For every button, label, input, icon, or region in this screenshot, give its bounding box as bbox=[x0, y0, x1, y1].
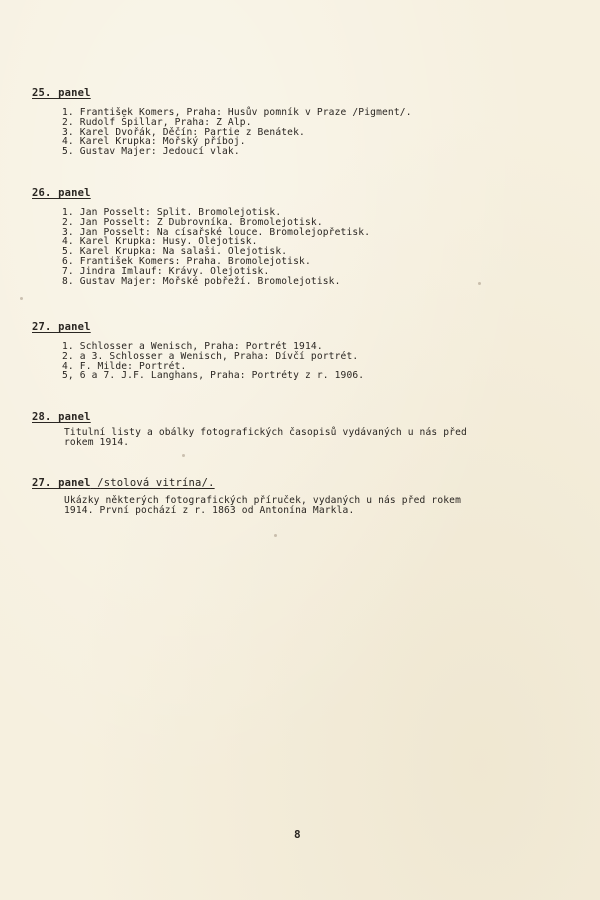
section-heading bbox=[32, 476, 552, 490]
section-panel-28 bbox=[32, 410, 552, 424]
paper-speck bbox=[478, 282, 481, 285]
list-item: 3. Karel Dvořák, Děčín: Partie z Benátek. bbox=[62, 126, 305, 138]
list-item: 7. Jindra Imlauf: Krávy. Olejotisk. bbox=[62, 265, 270, 277]
panel-25-list bbox=[62, 108, 412, 157]
section-heading: 28. panel bbox=[32, 411, 91, 423]
section-panel-25 bbox=[32, 86, 552, 100]
section-panel-26 bbox=[32, 186, 552, 200]
list-item: 5, 6 a 7. J.F. Langhans, Praha: Portréty z r. 1906. bbox=[62, 370, 365, 382]
section-heading: 26. panel bbox=[32, 187, 91, 199]
section-heading: 27. panel bbox=[32, 321, 91, 333]
list-item: 6. František Komers: Praha. Bromolejotisk. bbox=[62, 255, 311, 267]
paper-speck bbox=[274, 534, 277, 537]
list-item: 5. Karel Krupka: Na salaši. Olejotisk. bbox=[62, 246, 288, 258]
list-item: 3. Jan Posselt: Na císařské louce. Bromolejopřetisk. bbox=[62, 226, 371, 238]
list-item: 4. Karel Krupka: Husy. Olejotisk. bbox=[62, 236, 258, 248]
list-item: 2. a 3. Schlosser a Wenisch, Praha: Dívčí portrét. bbox=[62, 350, 359, 362]
heading-label: 27. panel bbox=[32, 477, 91, 489]
paper-speck bbox=[182, 454, 185, 457]
list-item: 2. Jan Posselt: Z Dubrovníka. Bromolejotisk. bbox=[62, 216, 323, 228]
section-panel-27-vitrina bbox=[32, 476, 552, 490]
panel-26-list bbox=[62, 208, 370, 286]
panel-28-text bbox=[64, 428, 544, 448]
heading-suffix: /stolová vitrína/. bbox=[90, 477, 215, 489]
paper-speck bbox=[20, 297, 23, 300]
list-item: 4. F. Milde: Portrét. bbox=[62, 360, 187, 372]
text-line: Titulní listy a obálky fotografických časopisů vydávaných u nás před bbox=[64, 427, 467, 438]
list-item: 1. Schlosser a Wenisch, Praha: Portrét 1914. bbox=[62, 341, 323, 352]
list-item: 8. Gustav Majer: Mořské pobřeží. Bromolejotisk. bbox=[62, 275, 341, 287]
panel-27-list bbox=[62, 342, 364, 381]
section-panel-27 bbox=[32, 320, 552, 334]
page-number: 8 bbox=[294, 828, 301, 841]
section-heading: 25. panel bbox=[32, 87, 91, 99]
list-item: 2. Rudolf Špillar, Praha: Z Alp. bbox=[62, 116, 252, 128]
text-line: rokem 1914. bbox=[64, 437, 130, 448]
list-item: 4. Karel Krupka: Mořský příboj. bbox=[62, 136, 246, 148]
list-item: 5. Gustav Majer: Jedoucí vlak. bbox=[62, 146, 240, 158]
panel-27-vitrina-text bbox=[64, 496, 544, 516]
list-item: 1. František Komers, Praha: Husův pomník v Praze /Pigment/. bbox=[62, 107, 412, 118]
text-line: Ukázky některých fotografických příruček, vydaných u nás před rokem bbox=[64, 495, 462, 506]
list-item: 1. Jan Posselt: Split. Bromolejotisk. bbox=[62, 207, 282, 218]
text-line: 1914. První pochází z r. 1863 od Antonína Markla. bbox=[64, 505, 355, 516]
